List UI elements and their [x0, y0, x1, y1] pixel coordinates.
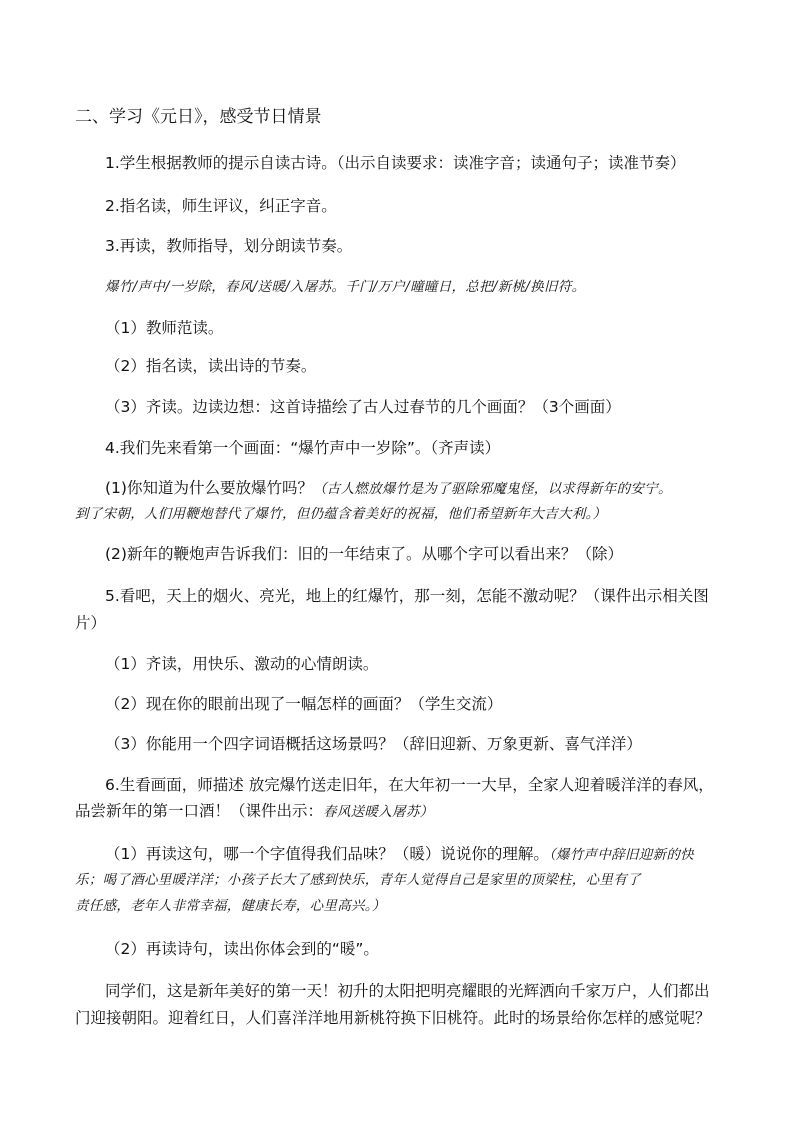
step-6-sub-1-note-cont-2: 责任感，老年人非常幸福，健康长寿，心里高兴。）: [75, 898, 386, 914]
step-6-sub-1-note: （爆竹声中辞旧迎新的快: [548, 847, 694, 863]
step-3-sub-2: （2）指名读，读出诗的节奏。: [105, 357, 317, 375]
closing-paragraph-line-2: 门迎接朝阳。迎着红日，人们喜洋洋地用新桃符换下旧桃符。此时的场景给你怎样的感觉呢？: [75, 1009, 711, 1027]
closing-paragraph-line-1: 同学们，这是新年美好的第一天！初升的太阳把明亮耀眼的光辉洒向千家万户，人们都出: [105, 982, 710, 1000]
step-3-sub-3: （3）齐读。边读边想：这首诗描绘了古人过春节的几个画面？（3个画面）: [105, 398, 621, 416]
step-6-sub-2: （2）再读诗句，读出你体会到的“暖”。: [105, 940, 379, 958]
step-6-cont-text: 品尝新年的第一口酒！（课件出示：: [75, 802, 324, 820]
step-5-sub-3: （3）你能用一个四字词语概括这场景吗？（辞旧迎新、万象更新、喜气洋洋）: [105, 735, 642, 753]
step-6-sub-1: [105, 843, 694, 866]
step-4-sub-1-question: (1)你知道为什么要放爆竹吗？: [105, 479, 313, 497]
step-6: 6.生看画面，师描述 放完爆竹送走旧年，在大年初一一大早，全家人迎着暖洋洋的春风，: [105, 776, 714, 794]
step-5-sub-1: （1）齐读，用快乐、激动的心情朗读。: [105, 655, 379, 673]
step-3: 3.再读，教师指导，划分朗读节奏。: [105, 237, 353, 255]
step-6-cont-quote: 春风送暖入屠苏）: [323, 804, 434, 820]
step-6-sub-1-note-cont-1: 乐；喝了酒心里暖洋洋；小孩子长大了感到快乐，青年人觉得自己是家里的顶梁柱，心里有了: [75, 872, 641, 888]
step-2: 2.指名读，师生评议，纠正字音。: [105, 197, 337, 215]
step-1: 1.学生根据教师的提示自读古诗。（出示自读要求：读准字音；读通句子；读准节奏）: [105, 154, 686, 172]
step-4-sub-1: [105, 477, 672, 500]
poem-rhythm: 爆竹/声中/一岁除，春风/送暖/入屠苏。千门/万户/曈曈日，总把/新桃/换旧符。: [105, 279, 586, 295]
step-5: 5.看吧，天上的烟火、亮光，地上的红爆竹，那一刻，怎能不激动呢？（课件出示相关图: [105, 587, 709, 605]
section-heading: 二、学习《元日》，感受节日情景: [75, 107, 322, 127]
step-5-sub-2: （2）现在你的眼前出现了一幅怎样的画面？（学生交流）: [105, 695, 503, 713]
step-4-sub-1-note: （古人燃放爆竹是为了驱除邪魔鬼怪，以求得新年的安宁。: [312, 481, 672, 497]
step-4: 4.我们先来看第一个画面：“爆竹声中一岁除”。（齐声读）: [105, 439, 501, 457]
step-6-cont: [75, 800, 433, 823]
step-5-cont: 片）: [75, 614, 107, 632]
step-6-sub-1-question: （1）再读这句，哪一个字值得我们品味？（暖）说说你的理解。: [105, 845, 549, 863]
step-3-sub-1: （1）教师范读。: [105, 319, 224, 337]
step-4-sub-2: (2)新年的鞭炮声告诉我们：旧的一年结束了。从哪个字可以看出来？（除）: [105, 545, 623, 563]
step-4-sub-1-note-cont: 到了宋朝，人们用鞭炮替代了爆竹，但仍蕴含着美好的祝福，他们希望新年大吉大利。）: [75, 506, 607, 522]
